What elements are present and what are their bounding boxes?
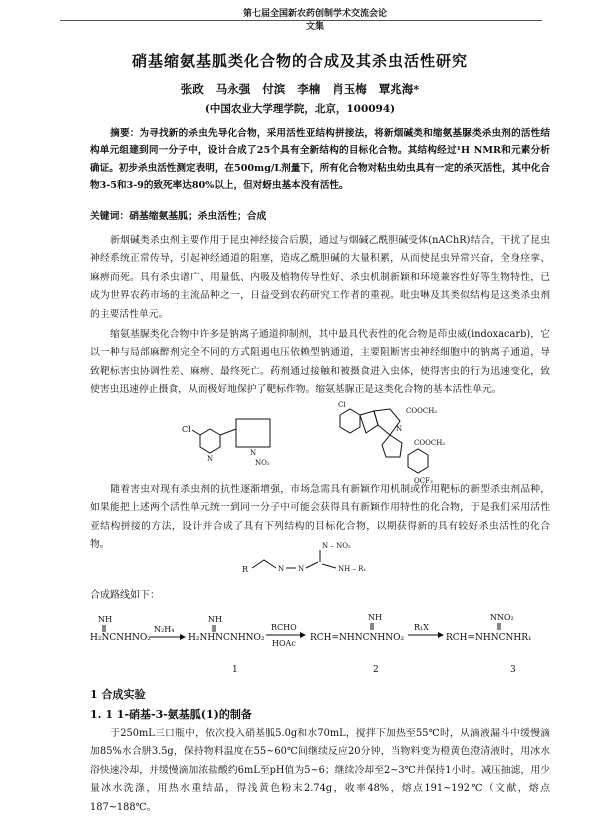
reagent-aldehyde: RCHO xyxy=(271,623,297,632)
keywords xyxy=(90,208,266,222)
compound-number-1: 1 xyxy=(232,665,238,675)
svg-text:N: N xyxy=(250,449,257,457)
compound-number-2: 2 xyxy=(373,665,379,675)
target-nh: NH – R₁ xyxy=(338,565,367,573)
paragraph-text: 随着害虫对现有杀虫剂的抗性逐渐增强，市场急需具有新颖作用机制或作用靶标的新型杀虫剂品种，如果能把上述两个活性单元统一到同一分子中可能会获得具有新颖作用特性的化合物，于是我们采用活性亚结构拼接的方法，设计并合成了具有下列结构的目标化合物，以期获得新的具有较好杀虫活性的化合物。 xyxy=(90,484,550,551)
svg-text:COOCH₃: COOCH₃ xyxy=(414,439,446,447)
starting-material: H₂NCNHNO₂ xyxy=(90,633,151,643)
abstract-text: 为寻找新的杀虫先导化合物，采用活性亚结构拼接法，将新烟碱类和缩氨基脲类杀虫剂的活性结构单元组建到同一分子中，设计合成了25个具有全新结构的目标化合物。其结构经过¹H NMR和元素分析确证。初步杀虫活性测定表明，在500mg/L剂量下，所有化合物对粘虫幼虫具有一定的杀灭活性，其中化合物3-5和3-9的致死率达80%以上，但对蚜虫基本没有活性。 xyxy=(90,128,551,192)
sm-nh: NH xyxy=(98,615,112,624)
target-no2: N – NO₂ xyxy=(322,542,351,550)
svg-text:NO₂: NO₂ xyxy=(255,459,270,467)
section-heading: 1 合成实验 xyxy=(90,688,146,701)
svg-text:Cl: Cl xyxy=(182,425,191,434)
int2-nh: NH xyxy=(368,613,382,622)
conference-header: 第七届全国新农药创制学术交流会论文集 xyxy=(242,9,387,32)
product: RCH=NHNCNHR₁ xyxy=(446,633,532,643)
subsection-heading: 1. 1 1-硝基-3-氨基胍(1)的制备 xyxy=(90,708,252,721)
imidacloprid-structure xyxy=(182,419,270,467)
header-rule xyxy=(60,20,542,21)
svg-text:COOCH₃: COOCH₃ xyxy=(406,407,438,415)
svg-text:N: N xyxy=(207,455,214,463)
indoxacarb-structure xyxy=(338,401,445,485)
authors: 张政 马永强 付滨 李楠 肖玉梅 覃兆海* xyxy=(180,82,420,96)
structure-drawings xyxy=(170,395,460,485)
paragraph-neonicotinoids xyxy=(90,232,550,324)
paragraph-procedure xyxy=(90,725,550,817)
target-r: R xyxy=(242,565,249,574)
paragraph-text: 新烟碱类杀虫剂主要作用于昆虫神经接合后膜，通过与烟碱乙酰胆碱受体(nAChR)结合，干扰了昆虫神经系统正常传导，引起神经通道的阻塞，造成乙酰胆碱的大量积累，从而使昆虫异常兴奋，全身痉挛、麻痹而死。具有杀虫谱广、用量低、内吸及植物传导性好、杀虫机制新颖和环境兼容性好等生物特性，已成为世界农药市场的主流品种之一，日益受到农药研究工作者的重视。吡虫啉及其类似结构是这类杀虫剂的主要活性单元。 xyxy=(90,235,550,320)
affiliation: (中国农业大学理学院，北京，100094) xyxy=(204,103,396,115)
abstract-label: 摘要： xyxy=(110,128,140,139)
abstract xyxy=(90,125,550,195)
route-label: 合成路线如下： xyxy=(90,590,160,601)
synthesis-scheme xyxy=(88,608,548,680)
reagent-hydrazine: N₂H₄ xyxy=(154,625,175,634)
paragraph-text: 缩氨基脲类化合物中许多是钠离子通道抑制剂，其中最具代表性的化合物是茚虫威(indoxacarb)，它以一种与局部麻醉剂完全不同的方式阻遏电压依赖型钠通道，主要阻断害虫神经细胞中的钠离子通道，导致靶标害虫协调性差、麻痹、最终死亡。药剂通过接触和被摄食进入虫体，使得害虫的行为迅速变化，致使害虫迅速停止摄食，从而极好地保护了靶标作物。缩氨基脲正是这类化合物的基本活性单元。 xyxy=(90,329,550,396)
paragraph-semicarbazones xyxy=(90,326,550,400)
svg-text:N: N xyxy=(396,425,403,433)
target-structure xyxy=(240,538,390,586)
intermediate-2: RCH=NHNCNHNO₂ xyxy=(310,633,405,643)
svg-text:OCF₃: OCF₃ xyxy=(414,477,433,485)
paper-title: 硝基缩氨基胍类化合物的合成及其杀虫活性研究 xyxy=(131,52,468,70)
reagent-alkyl: R₁X xyxy=(414,623,429,632)
keywords-text: 硝基缩氨基胍；杀虫活性；合成 xyxy=(129,211,267,222)
svg-text:Cl: Cl xyxy=(338,401,346,409)
paragraph-text: 于250mL三口瓶中，依次投入硝基胍5.0g和水70mL，搅拌下加热至55℃时，从滴液漏斗中缓慢滴加85%水合肼3.5g，保持物料温度在55~60℃间继续反应20分钟，当物料变为橙黄色澄清液时，用冰水浴快速冷却，并缓慢滴加浓盐酸约6mL至pH值为5~6；继续冷却至2~3℃并保持1小时。减压抽滤，用少量冰水洗涤，用热水重结晶，得浅黄色粉末2.74g，收率48%，熔点191~192℃（文献，熔点187~188℃。 xyxy=(90,728,550,813)
prod-nno2: NNO₂ xyxy=(490,613,514,622)
intermediate-1: H₂NHNCNHNO₂ xyxy=(188,633,265,643)
reagent-hoac: HOAc xyxy=(272,639,296,648)
int1-nh: NH xyxy=(208,615,222,624)
compound-number-3: 3 xyxy=(510,665,516,675)
keywords-label: 关键词： xyxy=(90,211,130,222)
svg-text:N: N xyxy=(278,565,285,573)
svg-text:N: N xyxy=(298,565,305,573)
